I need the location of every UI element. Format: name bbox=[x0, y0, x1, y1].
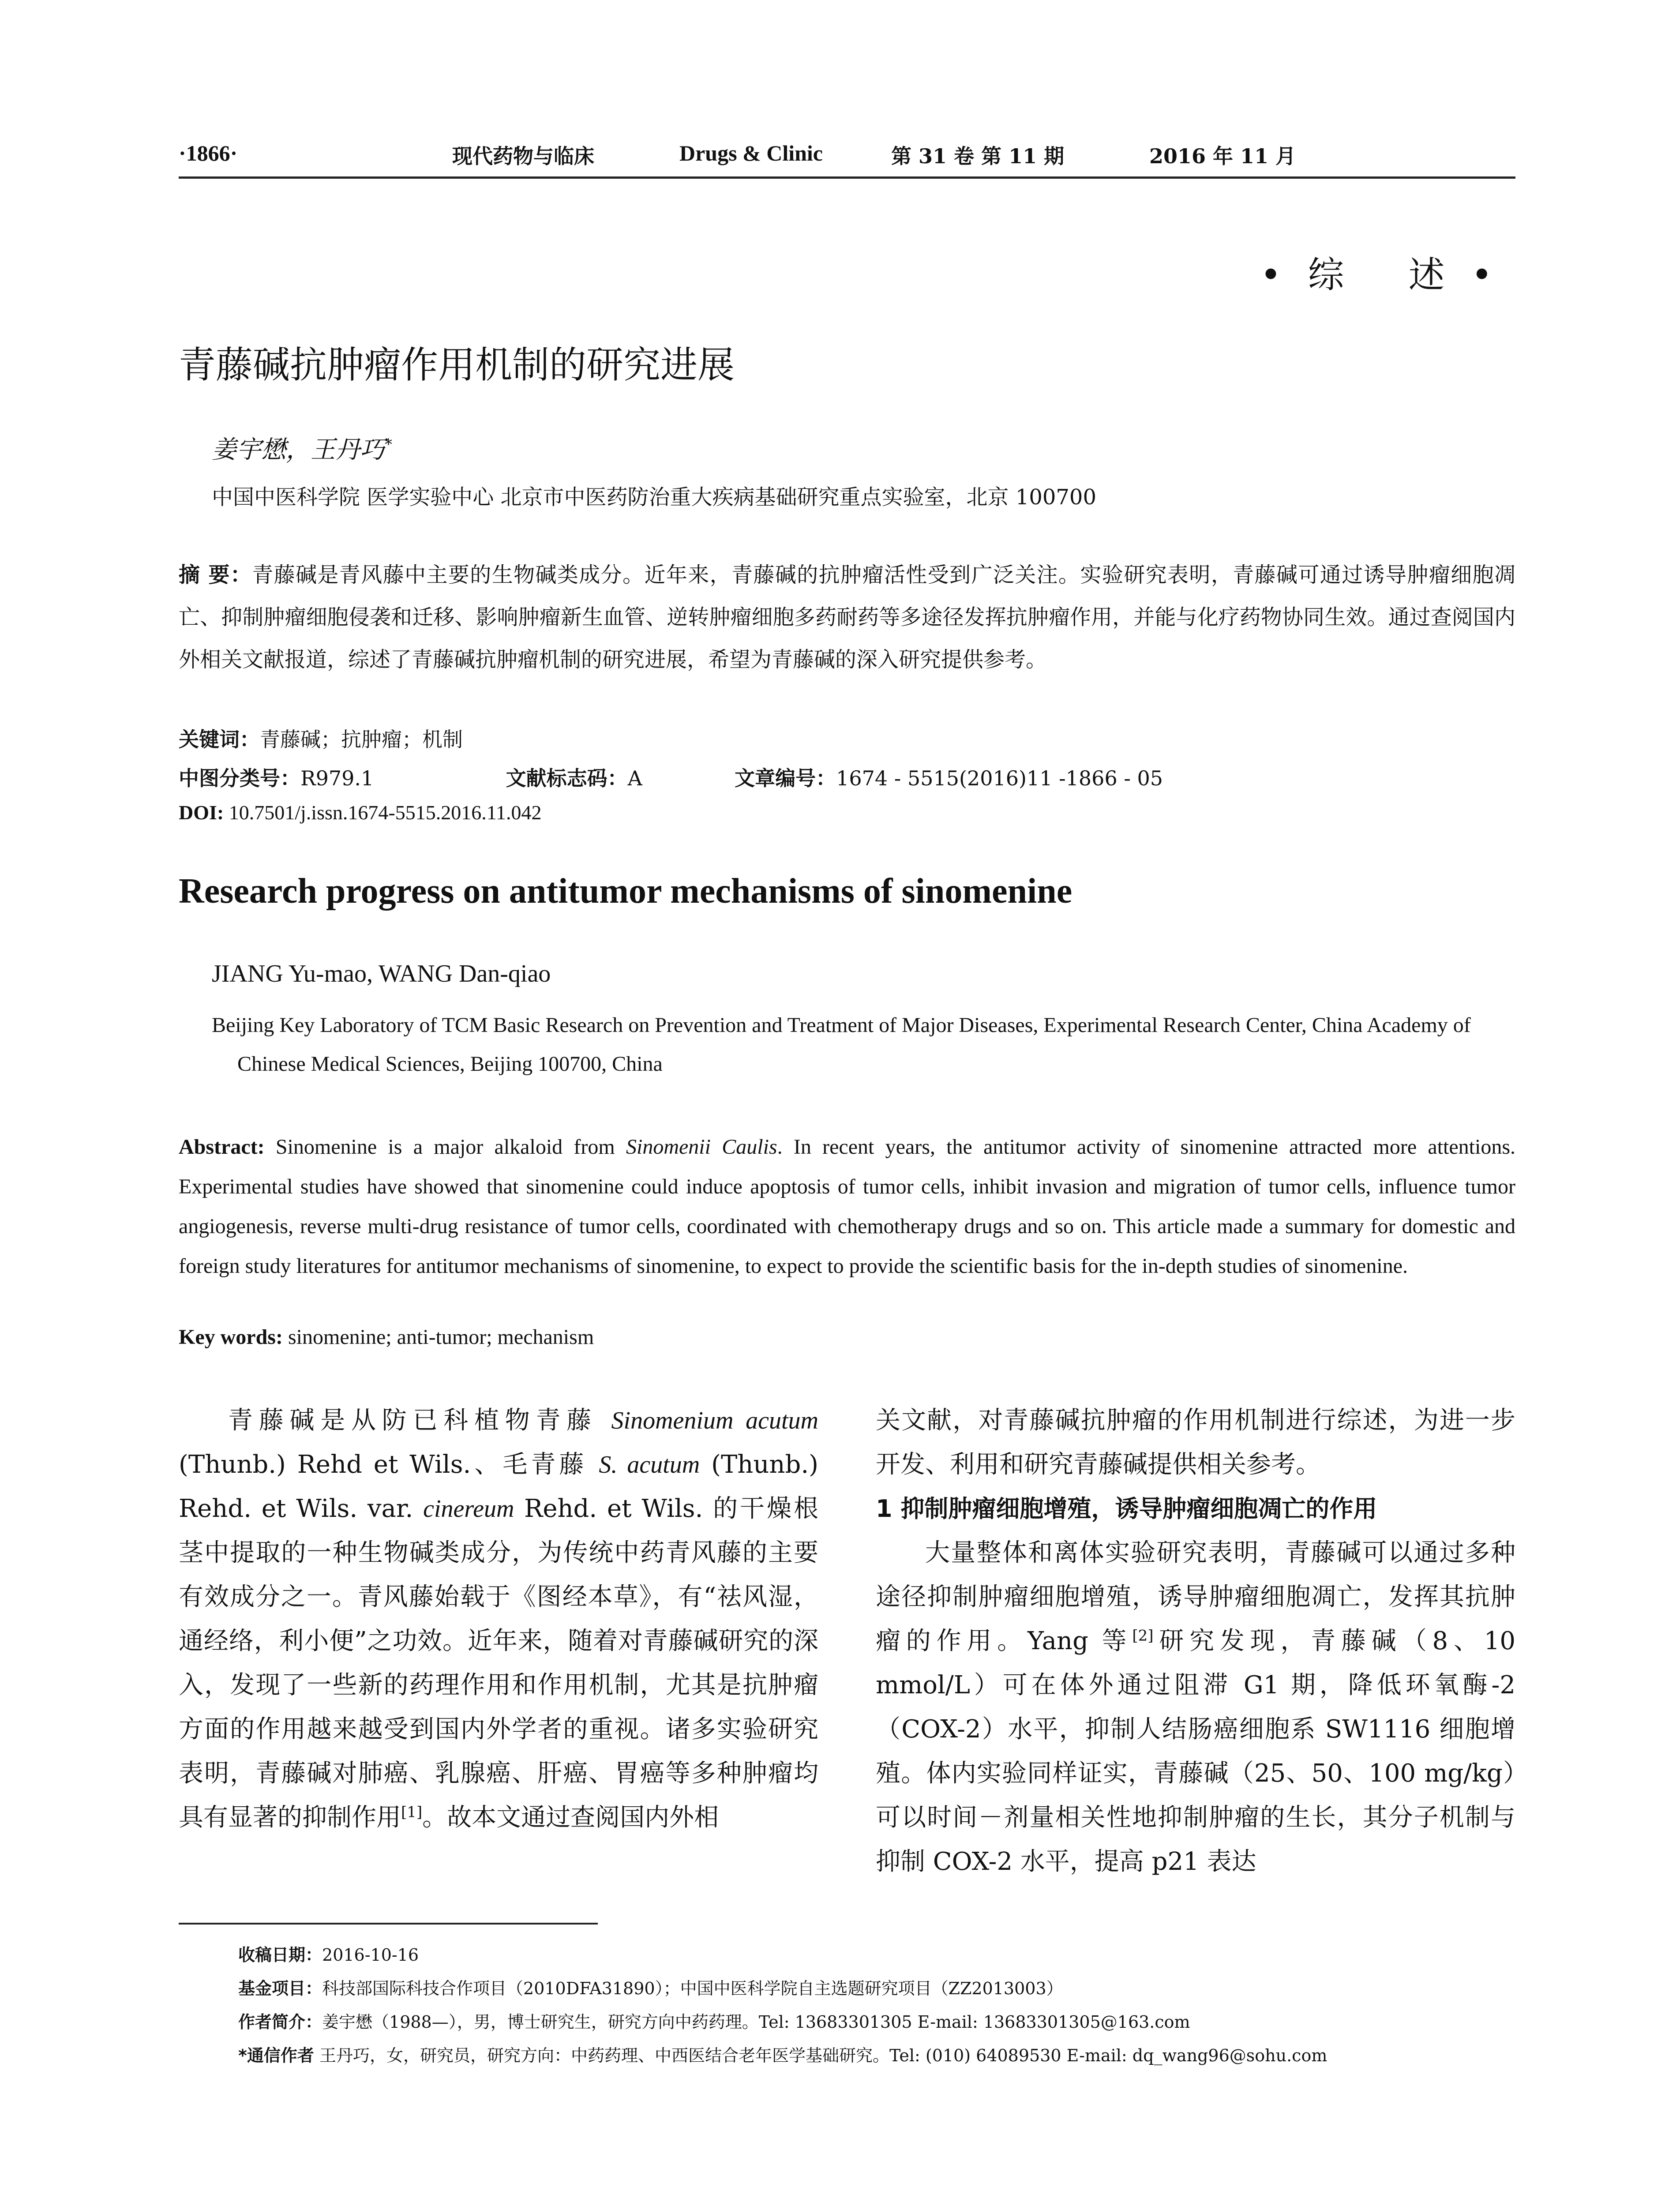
abstract-cn bbox=[179, 554, 1515, 681]
volume-issue: 第 31 卷 第 11 期 bbox=[891, 144, 1065, 168]
header-rule bbox=[179, 176, 1515, 179]
article-title-en: Research progress on antitumor mechanisms of sinomenine bbox=[179, 872, 1072, 911]
journal-name-en: Drugs & Clinic bbox=[679, 141, 823, 165]
keywords-cn: 关键词：青藤碱；抗肿瘤；机制 bbox=[179, 728, 463, 751]
abstract-cn-text: 青藤碱是青风藤中主要的生物碱类成分。近年来，青藤碱的抗肿瘤活性受到广泛关注。实验研究表明，青藤碱可通过诱导肿瘤细胞凋亡、抑制肿瘤细胞侵袭和迁移、影响肿瘤新生血管、逆转肿瘤细胞多药耐药等多途径发挥抗肿瘤作用，并能与化疗药物协同生效。通过查阅国内外相关文献报道，综述了青藤碱抗肿瘤机制的研究进展，希望为青藤碱的深入研究提供参考。 bbox=[179, 563, 1515, 672]
journal-name-cn: 现代药物与临床 bbox=[452, 144, 594, 168]
footnote-author: 作者简介：姜宇懋（1988—），男，博士研究生，研究方向中药药理。Tel: 13683301305 E-mail: 13683301305@163.com bbox=[238, 2012, 1190, 2032]
page-number: ·1866· bbox=[179, 141, 238, 165]
body-column-left bbox=[179, 1399, 818, 1840]
keywords-en: Key words: sinomenine; anti-tumor; mechanism bbox=[179, 1325, 594, 1349]
section-heading: 1 抑制肿瘤细胞增殖，诱导肿瘤细胞凋亡的作用 bbox=[876, 1495, 1377, 1523]
section-tag: •综 述• bbox=[1260, 254, 1519, 296]
body-paragraph: 青藤碱是从防已科植物青藤 Sinomenium acutum (Thunb.) Rehd et Wils.、毛青藤 S. acutum (Thunb.) Rehd. et Wils. var. cinereum Rehd. et Wils. 的干燥根茎中提取的一种生物碱类成分，为传统中药青风藤的主要有效成分之一。青风藤始载于《图经本草》，有“祛风湿，通经络，利小便”之功效。近年来，随着对青藤碱研究的深入，发现了一些新的药理作用和作用机制，尤其是抗肿瘤方面的作用越来越受到国内外学者的重视。诸多实验研究表明，青藤碱对肺癌、乳腺癌、肝癌、胃癌等多种肿瘤均具有显著的抑制作用[1]。故本文通过查阅国内外相 bbox=[179, 1406, 818, 1832]
abstract-cn-label: 摘 要： bbox=[179, 563, 252, 587]
footnote-received: 收稿日期：2016-10-16 bbox=[238, 1945, 419, 1965]
article-title-cn: 青藤碱抗肿瘤作用机制的研究进展 bbox=[179, 343, 735, 386]
authors-en: JIANG Yu-mao, WANG Dan-qiao bbox=[212, 960, 551, 987]
doi-line: DOI: 10.7501/j.issn.1674-5515.2016.11.042 bbox=[179, 801, 542, 824]
body-paragraph: 关文献，对青藤碱抗肿瘤的作用机制进行综述，为进一步开发、利用和研究青藤碱提供相关参考。 bbox=[876, 1406, 1515, 1479]
footnote-fund: 基金项目：科技部国际科技合作项目（2010DFA31890）；中国中医科学院自主选题研究项目（ZZ2013003） bbox=[238, 1979, 1063, 1998]
issue-date: 2016 年 11 月 bbox=[1149, 144, 1296, 168]
footnote-rule bbox=[179, 1923, 598, 1925]
footnote-corresponding: *通信作者 王丹巧，女，研究员，研究方向：中药药理、中西医结合老年医学基础研究。Tel: (010) 64089530 E-mail: dq_wang96@sohu.com bbox=[238, 2046, 1328, 2065]
body-paragraph: 大量整体和离体实验研究表明，青藤碱可以通过多种途径抑制肿瘤细胞增殖，诱导肿瘤细胞凋亡，发挥其抗肿瘤的作用。Yang 等[2]研究发现，青藤碱（8、10 mmol/L）可在体外通过阻滞 G1 期，降低环氧酶-2（COX-2）水平，抑制人结肠癌细胞系 SW1116 细胞增殖。体内实验同样证实，青藤碱（25、50、100 mg/kg）可以时间－剂量相关性地抑制肿瘤的生长，其分子机制与抑制 COX-2 水平，提高 p21 表达 bbox=[876, 1538, 1515, 1876]
authors-cn: 姜宇懋，王丹巧* bbox=[212, 435, 392, 464]
body-column-right bbox=[876, 1399, 1515, 1884]
affiliation-en: Beijing Key Laboratory of TCM Basic Research on Prevention and Treatment of Major Diseases, Experimental Research Center, China Academy of Chinese Medical Sciences, Beijing 100700, China bbox=[212, 1013, 1471, 1076]
affiliation-cn: 中国中医科学院 医学实验中心 北京市中医药防治重大疾病基础研究重点实验室，北京 100700 bbox=[212, 485, 1097, 510]
abstract-en: Abstract: Sinomenine is a major alkaloid from Sinomenii Caulis. In recent years, the antitumor activity of sinomenine attracted more attentions. Experimental studies have showed that sinomenine could induce apoptosis of tumor cells, inhibit invasion and migration of tumor cells, influence tumor angiogenesis, reverse multi-drug resistance of tumor cells, coordinated with chemotherapy drugs and so on. This article made a summary for domestic and foreign study literatures for antitumor mechanisms of sinomenine, to expect to provide the scientific basis for the in-depth studies of sinomenine. bbox=[179, 1135, 1516, 1278]
classification-line: 中图分类号：R979.1 文献标志码：A 文章编号：1674 - 5515(2016)11 -1866 - 05 bbox=[179, 766, 1163, 790]
abstract-en-label: Abstract: bbox=[179, 1135, 265, 1159]
running-header bbox=[179, 140, 1515, 176]
